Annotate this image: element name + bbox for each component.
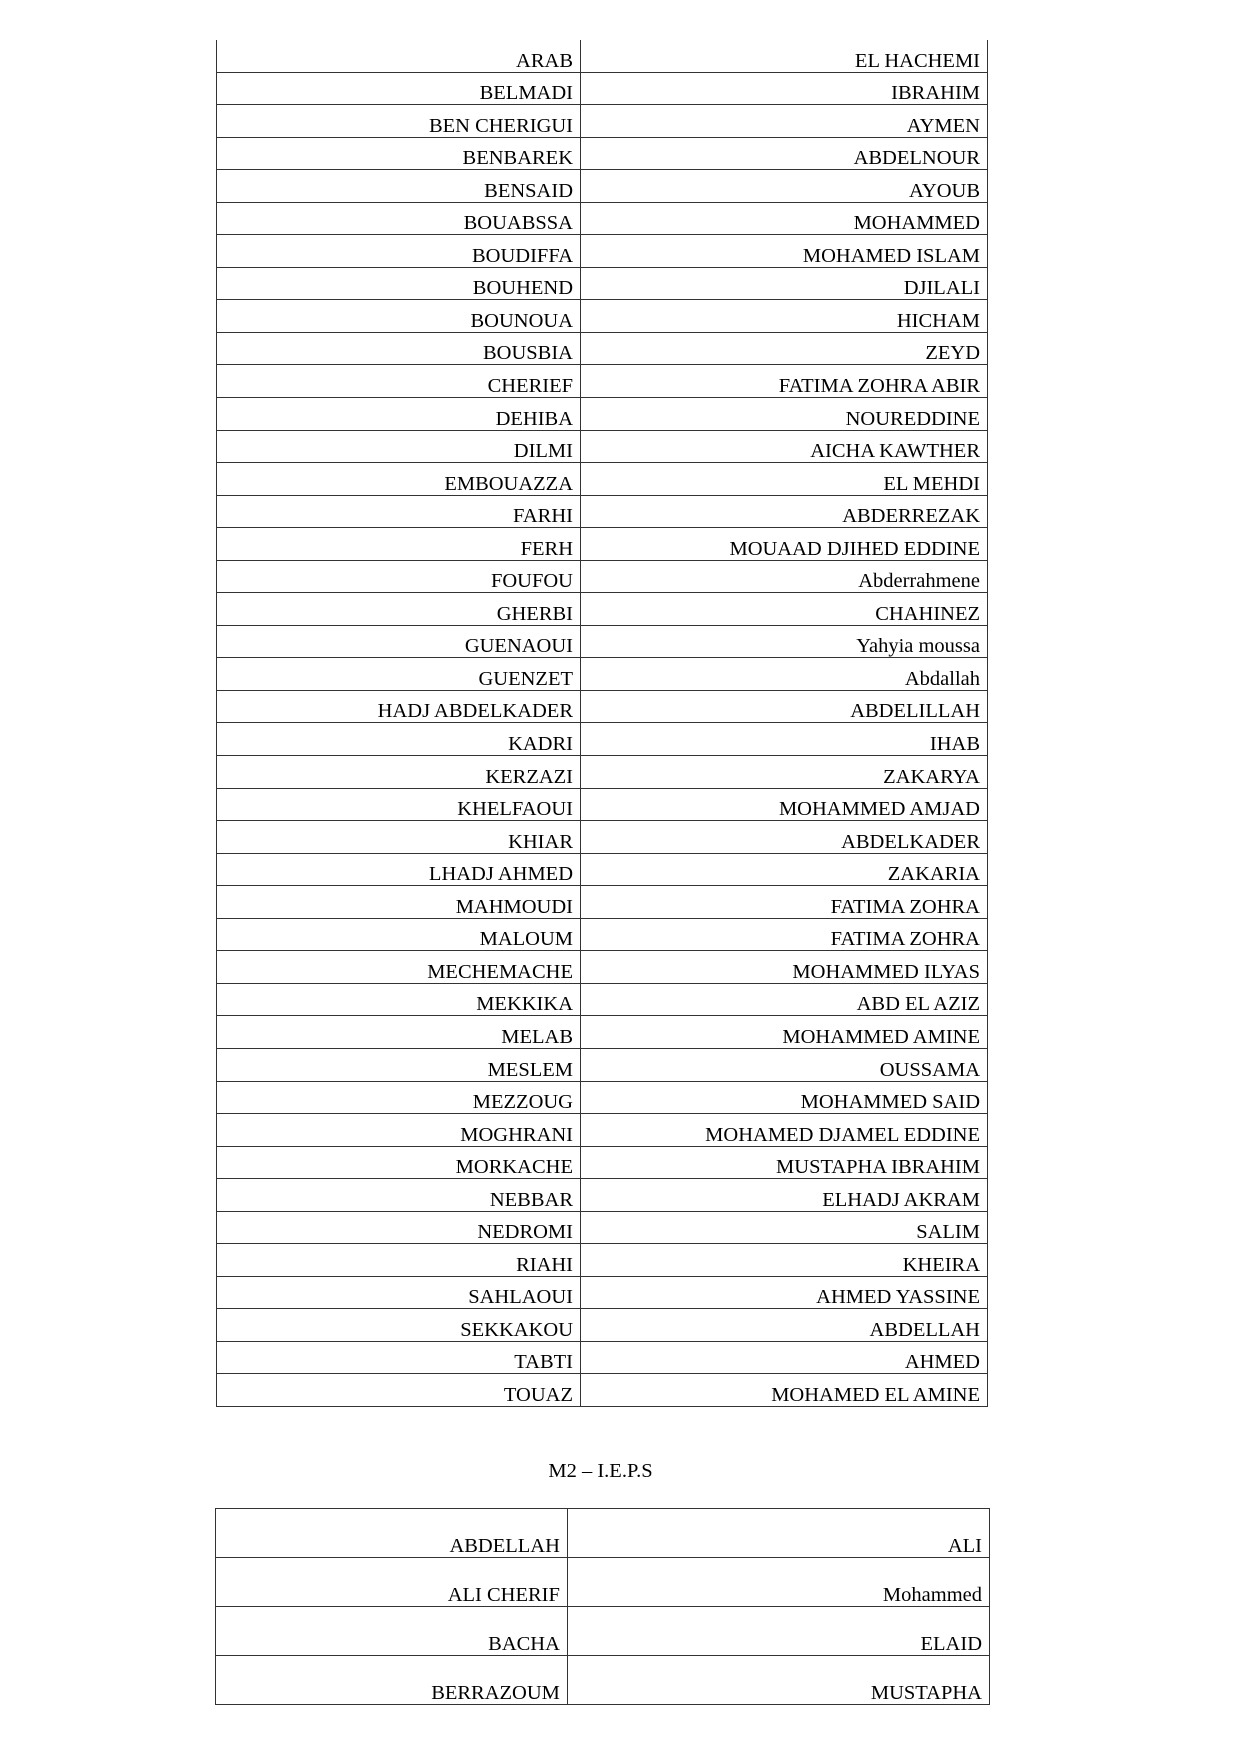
table-row (217, 202, 988, 235)
last-name-cell: RIAHI (217, 1244, 581, 1277)
first-name-cell: FATIMA ZOHRA ABIR (581, 365, 988, 398)
last-name-cell: BENSAID (217, 170, 581, 203)
table-row (217, 853, 988, 886)
m2-ieps-table (215, 1508, 990, 1705)
first-name-cell: FATIMA ZOHRA (581, 886, 988, 919)
first-name-cell: EL MEHDI (581, 463, 988, 496)
first-name-cell: Abdallah (581, 658, 988, 691)
table-row (217, 690, 988, 723)
table-row (217, 983, 988, 1016)
last-name-cell: KHIAR (217, 821, 581, 854)
last-name-cell: BELMADI (217, 72, 581, 105)
table-row (217, 951, 988, 984)
first-name-cell: OUSSAMA (581, 1048, 988, 1081)
table-row (217, 788, 988, 821)
table-row (217, 398, 988, 431)
first-name-cell: Abderrahmene (581, 560, 988, 593)
table-row (217, 1048, 988, 1081)
table-row (217, 430, 988, 463)
last-name-cell: ALI CHERIF (216, 1558, 568, 1607)
first-name-cell: DJILALI (581, 267, 988, 300)
last-name-cell: MOGHRANI (217, 1114, 581, 1147)
table-row (217, 1276, 988, 1309)
table-row (217, 72, 988, 105)
table-row (217, 918, 988, 951)
last-name-cell: MECHEMACHE (217, 951, 581, 984)
first-name-cell: ALI (567, 1509, 989, 1558)
table-row (217, 105, 988, 138)
first-name-cell: IBRAHIM (581, 72, 988, 105)
table-row (217, 267, 988, 300)
first-name-cell: MOUAAD DJIHED EDDINE (581, 528, 988, 561)
first-name-cell: HICHAM (581, 300, 988, 333)
table-row (217, 365, 988, 398)
last-name-cell: KHELFAOUI (217, 788, 581, 821)
first-name-cell: AICHA KAWTHER (581, 430, 988, 463)
first-name-cell: Yahyia moussa (581, 625, 988, 658)
first-name-cell: FATIMA ZOHRA (581, 918, 988, 951)
table-row (216, 1509, 990, 1558)
last-name-cell: TABTI (217, 1341, 581, 1374)
last-name-cell: SAHLAOUI (217, 1276, 581, 1309)
first-name-cell: ABDELNOUR (581, 137, 988, 170)
last-name-cell: TOUAZ (217, 1374, 581, 1407)
table-row (216, 1558, 990, 1607)
first-name-cell: AHMED YASSINE (581, 1276, 988, 1309)
table-row (217, 300, 988, 333)
table-row (217, 1081, 988, 1114)
last-name-cell: BEN CHERIGUI (217, 105, 581, 138)
last-name-cell: MEKKIKA (217, 983, 581, 1016)
first-name-cell: IHAB (581, 723, 988, 756)
first-name-cell: ELHADJ AKRAM (581, 1179, 988, 1212)
student-list-table (216, 40, 988, 1407)
first-name-cell: MOHAMED DJAMEL EDDINE (581, 1114, 988, 1147)
first-name-cell: CHAHINEZ (581, 593, 988, 626)
first-name-cell: MOHAMED ISLAM (581, 235, 988, 268)
first-name-cell: NOUREDDINE (581, 398, 988, 431)
first-name-cell: EL HACHEMI (581, 40, 988, 72)
table-row (217, 593, 988, 626)
first-name-cell: MOHAMMED (581, 202, 988, 235)
last-name-cell: GUENZET (217, 658, 581, 691)
table-row (217, 235, 988, 268)
last-name-cell: FERH (217, 528, 581, 561)
table-row (217, 756, 988, 789)
student-list-body (217, 40, 988, 1406)
last-name-cell: MALOUM (217, 918, 581, 951)
first-name-cell: ZAKARYA (581, 756, 988, 789)
first-name-cell: MOHAMMED AMINE (581, 1016, 988, 1049)
first-name-cell: ZEYD (581, 332, 988, 365)
last-name-cell: NEDROMI (217, 1211, 581, 1244)
first-name-cell: Mohammed (567, 1558, 989, 1607)
last-name-cell: FARHI (217, 495, 581, 528)
last-name-cell: DILMI (217, 430, 581, 463)
last-name-cell: BOUABSSA (217, 202, 581, 235)
last-name-cell: EMBOUAZZA (217, 463, 581, 496)
table-row (217, 1114, 988, 1147)
table-row (217, 886, 988, 919)
first-name-cell: AYOUB (581, 170, 988, 203)
last-name-cell: BOUDIFFA (217, 235, 581, 268)
last-name-cell: BOUSBIA (217, 332, 581, 365)
table-row (217, 332, 988, 365)
table-row (217, 1374, 988, 1407)
last-name-cell: GUENAOUI (217, 625, 581, 658)
last-name-cell: DEHIBA (217, 398, 581, 431)
table-row (217, 528, 988, 561)
first-name-cell: AHMED (581, 1341, 988, 1374)
table-row (217, 1341, 988, 1374)
first-name-cell: ABDERREZAK (581, 495, 988, 528)
last-name-cell: MEZZOUG (217, 1081, 581, 1114)
last-name-cell: KADRI (217, 723, 581, 756)
last-name-cell: LHADJ AHMED (217, 853, 581, 886)
last-name-cell: ABDELLAH (216, 1509, 568, 1558)
table-row (217, 495, 988, 528)
table-row (217, 1179, 988, 1212)
m2-ieps-body (216, 1509, 990, 1705)
first-name-cell: ABDELILLAH (581, 690, 988, 723)
table-row (217, 1309, 988, 1342)
first-name-cell: ZAKARIA (581, 853, 988, 886)
first-name-cell: MOHAMED EL AMINE (581, 1374, 988, 1407)
table-row (216, 1656, 990, 1705)
last-name-cell: ARAB (217, 40, 581, 72)
table-row (217, 1244, 988, 1277)
last-name-cell: CHERIEF (217, 365, 581, 398)
first-name-cell: KHEIRA (581, 1244, 988, 1277)
last-name-cell: SEKKAKOU (217, 1309, 581, 1342)
first-name-cell: MUSTAPHA (567, 1656, 989, 1705)
last-name-cell: BOUNOUA (217, 300, 581, 333)
first-name-cell: ABD EL AZIZ (581, 983, 988, 1016)
last-name-cell: NEBBAR (217, 1179, 581, 1212)
table-row (217, 560, 988, 593)
table-row (217, 658, 988, 691)
table-row (217, 137, 988, 170)
table-row (216, 1607, 990, 1656)
table-row (217, 625, 988, 658)
last-name-cell: FOUFOU (217, 560, 581, 593)
first-name-cell: MOHAMMED AMJAD (581, 788, 988, 821)
first-name-cell: MOHAMMED ILYAS (581, 951, 988, 984)
table-row (217, 1146, 988, 1179)
first-name-cell: SALIM (581, 1211, 988, 1244)
last-name-cell: BOUHEND (217, 267, 581, 300)
first-name-cell: ABDELKADER (581, 821, 988, 854)
first-name-cell: ELAID (567, 1607, 989, 1656)
last-name-cell: KERZAZI (217, 756, 581, 789)
table-row (217, 821, 988, 854)
first-name-cell: ABDELLAH (581, 1309, 988, 1342)
table-row (217, 1016, 988, 1049)
last-name-cell: MAHMOUDI (217, 886, 581, 919)
last-name-cell: MELAB (217, 1016, 581, 1049)
last-name-cell: BERRAZOUM (216, 1656, 568, 1705)
last-name-cell: MORKACHE (217, 1146, 581, 1179)
table-row (217, 40, 988, 72)
first-name-cell: MOHAMMED SAID (581, 1081, 988, 1114)
table-row (217, 723, 988, 756)
last-name-cell: BENBAREK (217, 137, 581, 170)
last-name-cell: HADJ ABDELKADER (217, 690, 581, 723)
section-title: M2 – I.E.P.S (548, 1460, 653, 1482)
table-row (217, 463, 988, 496)
table-row (217, 170, 988, 203)
first-name-cell: AYMEN (581, 105, 988, 138)
last-name-cell: BACHA (216, 1607, 568, 1656)
first-name-cell: MUSTAPHA IBRAHIM (581, 1146, 988, 1179)
table-row (217, 1211, 988, 1244)
last-name-cell: GHERBI (217, 593, 581, 626)
last-name-cell: MESLEM (217, 1048, 581, 1081)
